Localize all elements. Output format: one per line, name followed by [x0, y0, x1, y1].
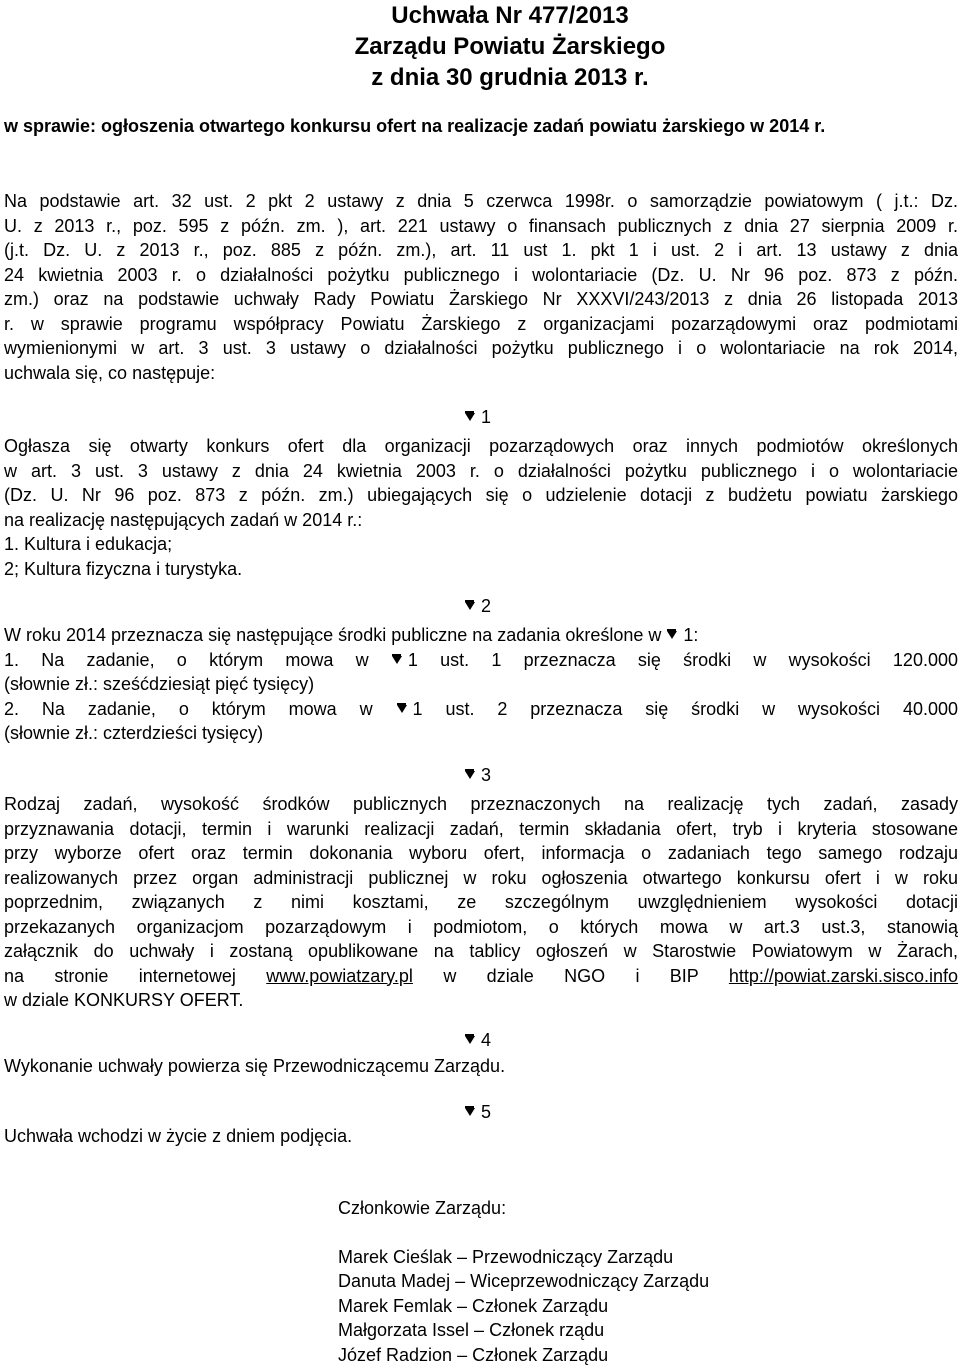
section-number: 4: [481, 1030, 491, 1050]
basis-line: wymienionymi w art. 3 ust. 3 ustawy o działalności pożytku publicznego i o wolontariacie na rok 2014,: [4, 336, 958, 361]
section-sign-icon: [464, 1106, 476, 1120]
section-line: w art. 3 ust. 3 ustawy z dnia 24 kwietnia 2003 r. o działalności pożytku publicznego i o wolontariacie: [4, 459, 958, 484]
section-line: Ogłasza się otwarty konkurs ofert dla organizacji pozarządowych oraz innych podmiotów określonych: [4, 434, 958, 459]
title-line-date: z dnia 30 grudnia 2013 r.: [180, 62, 840, 93]
basis-line: (j.t. Dz. U. z 2013 r., poz. 885 z późn. zm.), art. 11 ust 1. pkt 1 i ust. 2 i art. 13 ustawy z dnia: [4, 238, 958, 263]
section-4-paragraph: [4, 1054, 958, 1079]
resolution-subject: w sprawie: ogłoszenia otwartego konkursu ofert na realizacje zadań powiatu żarskiego w 2014 r.: [4, 115, 960, 137]
section-number: 1: [481, 407, 491, 427]
funding-line-end: 1 ust. 2 przeznacza się środki w wysokości 40.000: [413, 699, 959, 719]
title-line-body: Zarządu Powiatu Żarskiego: [180, 31, 840, 62]
section-line: w dziale KONKURSY OFERT.: [4, 988, 958, 1013]
section-sign-icon: [464, 769, 476, 783]
bip-website-link[interactable]: http://powiat.zarski.sisco.info: [729, 966, 958, 986]
basis-line: U. z 2013 r., poz. 595 z późn. zm. ), art. 221 ustawy o finansach publicznych z dnia 27 sierpnia 2009 r.: [4, 214, 958, 239]
section-line: przyznawania dotacji, termin i warunki realizacji zadań, termin składania ofert, tryb i kryteria stosowane: [4, 817, 958, 842]
board-member: Marek Femlak – Członek Zarządu: [338, 1294, 709, 1319]
website-line: [4, 964, 958, 989]
section-line: przy wyborze ofert oraz termin dokonania wyboru ofert, informacja o zadaniach tego samego rodzaju: [4, 841, 958, 866]
section-line: Wykonanie uchwały powierza się Przewodniczącemu Zarządu.: [4, 1054, 958, 1079]
section-line-text: W roku 2014 przeznacza się następujące środki publiczne na zadania określone w: [4, 625, 661, 645]
basis-line: uchwala się, co następuje:: [4, 361, 958, 386]
section-heading-5: [464, 1101, 491, 1123]
funding-line-end: 1 ust. 1 przeznacza się środki w wysokości 120.000: [408, 650, 958, 670]
board-member: Marek Cieślak – Przewodniczący Zarządu: [338, 1245, 709, 1270]
section-sign-icon: [464, 1034, 476, 1048]
board-member: Danuta Madej – Wiceprzewodniczący Zarządu: [338, 1269, 709, 1294]
section-line: [4, 623, 958, 648]
resolution-title: [180, 0, 840, 93]
funding-line-start: 1. Na zadanie, o którym mowa w: [4, 650, 369, 670]
section-line: (Dz. U. Nr 96 poz. 873 z późn. zm.) ubiegających się o udzielenie dotacji z budżetu powiatu żarskiego: [4, 483, 958, 508]
section-ref: 1:: [683, 625, 698, 645]
section-number: 3: [481, 765, 491, 785]
section-sign-icon: [666, 629, 678, 643]
funding-line-start: 2. Na zadanie, o którym mowa w: [4, 699, 373, 719]
website-line-middle: w dziale NGO i BIP: [443, 966, 698, 986]
section-1-paragraph: [4, 434, 958, 581]
section-number: 2: [481, 596, 491, 616]
amount-words: (słownie zł.: sześćdziesiąt pięć tysięcy): [4, 672, 958, 697]
section-line: realizowanych przez organ administracji publicznej w roku ogłoszenia otwartego konkursu ofert i w roku: [4, 866, 958, 891]
section-line: załącznik do uchwały i zostaną opublikowane na tablicy ogłoszeń w Starostwie Powiatowym w Żarach,: [4, 939, 958, 964]
section-heading-2: [464, 595, 491, 617]
section-line: poprzednim, związanych z nimi kosztami, ze szczególnym uwzględnieniem wysokości dotacji: [4, 890, 958, 915]
task-item: 2; Kultura fizyczna i turystyka.: [4, 557, 958, 582]
section-5-paragraph: [4, 1124, 958, 1149]
basis-line: Na podstawie art. 32 ust. 2 pkt 2 ustawy z dnia 5 czerwca 1998r. o samorządzie powiatowym ( j.t.: Dz.: [4, 189, 958, 214]
task-item: 1. Kultura i edukacja;: [4, 532, 958, 557]
section-sign-icon: [464, 411, 476, 425]
basis-line: 24 kwietnia 2003 r. o działalności pożytku publicznego i wolontariacie (Dz. U. Nr 96 poz. 873 z późn.: [4, 263, 958, 288]
section-heading-3: [464, 764, 491, 786]
section-line: przekazanych organizacjom pozarządowym i podmiotom, o których mowa w art.3 ust.3, stanowią: [4, 915, 958, 940]
section-line: Rodzaj zadań, wysokość środków publicznych przeznaczonych na realizację tych zadań, zasady: [4, 792, 958, 817]
section-3-paragraph: [4, 792, 958, 1013]
section-sign-icon: [391, 654, 403, 668]
amount-words: (słownie zł.: czterdzieści tysięcy): [4, 721, 958, 746]
section-line: na realizację następujących zadań w 2014 r.:: [4, 508, 958, 533]
section-sign-icon: [464, 600, 476, 614]
funding-line-2: [4, 697, 958, 722]
section-heading-4: [464, 1029, 491, 1051]
board-members: [338, 1196, 709, 1367]
section-2-paragraph: [4, 623, 958, 746]
website-line-start: na stronie internetowej: [4, 966, 236, 986]
funding-line-1: [4, 648, 958, 673]
board-member: Małgorzata Issel – Członek rządu: [338, 1318, 709, 1343]
basis-line: r. w sprawie programu współpracy Powiatu Żarskiego z organizacjami pozarządowymi oraz podmiotami: [4, 312, 958, 337]
section-number: 5: [481, 1102, 491, 1122]
board-members-heading: Członkowie Zarządu:: [338, 1196, 709, 1221]
section-heading-1: [464, 406, 491, 428]
powiat-website-link[interactable]: www.powiatzary.pl: [266, 966, 413, 986]
basis-line: zm.) oraz na podstawie uchwały Rady Powiatu Żarskiego Nr XXXVI/243/2013 z dnia 26 listopada 2013: [4, 287, 958, 312]
section-line: Uchwała wchodzi w życie z dniem podjęcia.: [4, 1124, 958, 1149]
title-line-number: Uchwała Nr 477/2013: [180, 0, 840, 31]
board-member: Józef Radzion – Członek Zarządu: [338, 1343, 709, 1367]
section-sign-icon: [396, 703, 408, 717]
legal-basis-paragraph: [4, 189, 958, 385]
